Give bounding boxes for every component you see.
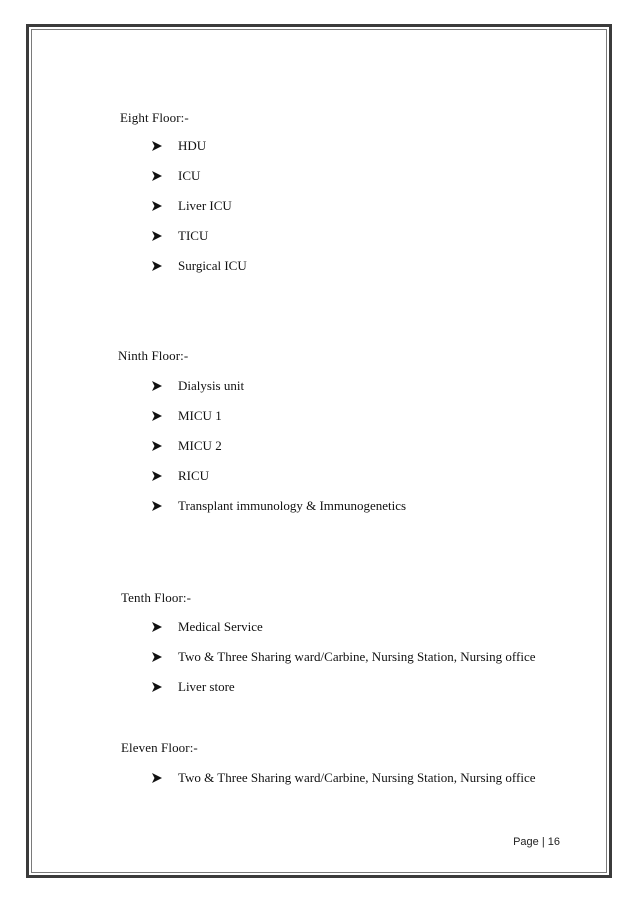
list-item-label: MICU 1 (178, 408, 222, 423)
list-item (152, 770, 536, 786)
list-item (152, 408, 222, 424)
page-number: Page | 16 (513, 836, 560, 848)
list-item (152, 228, 208, 244)
list-item-label: Dialysis unit (178, 378, 245, 393)
list-item (152, 649, 536, 665)
arrow-bullet-icon (152, 773, 162, 783)
section-heading-ninth-floor: Ninth Floor:- (118, 348, 189, 363)
list-item (152, 378, 244, 394)
arrow-bullet-icon (152, 622, 162, 632)
list-item-label: Surgical ICU (178, 258, 247, 273)
list-item-label: ICU (178, 168, 201, 183)
list-item-label: RICU (178, 468, 210, 483)
list-item-label: Two & Three Sharing ward/Carbine, Nursing Station, Nursing office (178, 770, 536, 785)
list-item (152, 468, 209, 484)
list-item-label: Liver ICU (178, 198, 232, 213)
list-item-label: TICU (178, 228, 209, 243)
arrow-bullet-icon (152, 231, 162, 241)
arrow-bullet-icon (152, 441, 162, 451)
list-item (152, 679, 235, 695)
list-item (152, 498, 406, 514)
list-item (152, 438, 222, 454)
arrow-bullet-icon (152, 471, 162, 481)
list-item-label: Medical Service (178, 619, 263, 634)
list-item (152, 168, 200, 184)
list-item-label: HDU (178, 138, 207, 153)
list-item-label: Liver store (178, 679, 235, 694)
section-heading-eight-floor: Eight Floor:- (120, 110, 189, 125)
arrow-bullet-icon (152, 201, 162, 211)
arrow-bullet-icon (152, 411, 162, 421)
page-border (26, 24, 612, 878)
section-heading-tenth-floor: Tenth Floor:- (121, 590, 192, 605)
list-item-label: MICU 2 (178, 438, 222, 453)
list-item (152, 138, 206, 154)
list-item (152, 198, 232, 214)
list-item (152, 258, 247, 274)
list-item (152, 619, 263, 635)
section-heading-eleven-floor: Eleven Floor:- (121, 740, 198, 755)
list-item-label: Transplant immunology & Immunogenetics (178, 498, 407, 513)
arrow-bullet-icon (152, 171, 162, 181)
arrow-bullet-icon (152, 261, 162, 271)
arrow-bullet-icon (152, 141, 162, 151)
arrow-bullet-icon (152, 501, 162, 511)
arrow-bullet-icon (152, 652, 162, 662)
list-item-label: Two & Three Sharing ward/Carbine, Nursing Station, Nursing office (178, 649, 536, 664)
arrow-bullet-icon (152, 381, 162, 391)
arrow-bullet-icon (152, 682, 162, 692)
